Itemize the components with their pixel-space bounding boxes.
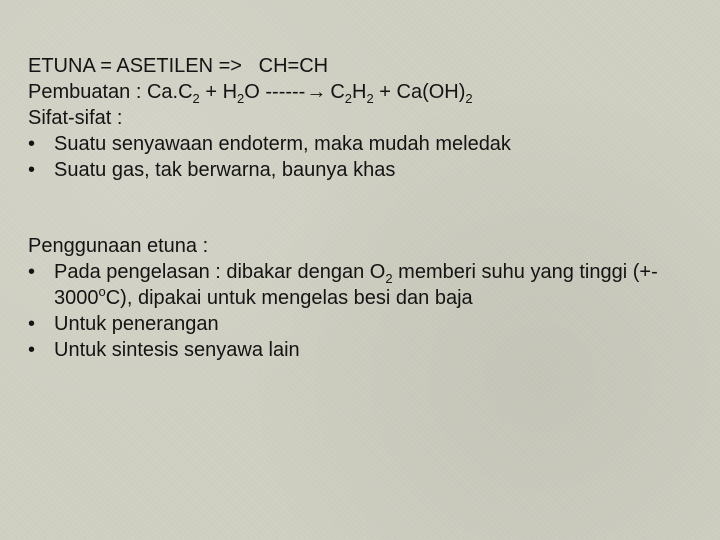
reactant-cac: Ca.C [146, 81, 193, 103]
uses-heading: Penggunaan etuna : [28, 235, 209, 257]
product-h: H [352, 81, 367, 103]
reaction-line [28, 79, 708, 105]
use1-text-b: memberi suhu yang tinggi (+- 3000 [54, 261, 658, 309]
plus-caoh: + Ca(OH) [373, 81, 466, 103]
property-text: Suatu gas, tak berwarna, baunya khas [54, 159, 396, 181]
use1-text-a: Pada pengelasan : dibakar dengan O [54, 261, 386, 283]
use1-text-c: C), dipakai untuk mengelas besi dan baja [105, 287, 473, 309]
bullet-icon: • [28, 159, 36, 181]
title-prefix: ETUNA = ASETILEN => [28, 55, 242, 77]
list-item [28, 131, 708, 157]
product-c-subscript: 2 [344, 91, 353, 106]
list-item [28, 259, 708, 311]
use-text [54, 259, 709, 311]
etuna-definition-block [28, 53, 708, 183]
use-text: Untuk sintesis senyawa lain [54, 339, 300, 361]
bullet-icon: • [28, 261, 36, 283]
title-formula: CH=CH [258, 55, 329, 77]
list-item [28, 157, 708, 183]
plus-h: + H [199, 81, 238, 103]
title-line [28, 53, 708, 79]
product-h-subscript: 2 [366, 91, 374, 106]
list-item [28, 311, 708, 337]
bullet-icon: • [28, 339, 36, 361]
degree-superscript: o [98, 284, 106, 299]
reaction-label: Pembuatan : [28, 81, 147, 103]
property-text: Suatu senyawaan endoterm, maka mudah meledak [54, 133, 511, 155]
water-o-dashes: O ------ [244, 81, 306, 103]
bullet-icon: • [28, 313, 36, 335]
reactant-cac-subscript: 2 [192, 91, 200, 106]
o2-subscript: 2 [385, 271, 393, 286]
h-subscript: 2 [237, 91, 245, 106]
etuna-uses-block [28, 233, 708, 363]
caoh-subscript: 2 [465, 91, 473, 106]
right-arrow-icon: → [306, 81, 327, 103]
list-item [28, 337, 708, 363]
properties-heading: Sifat-sifat : [28, 107, 123, 129]
bullet-icon: • [28, 133, 36, 155]
use-text: Untuk penerangan [54, 313, 219, 335]
product-c: C [330, 81, 345, 103]
